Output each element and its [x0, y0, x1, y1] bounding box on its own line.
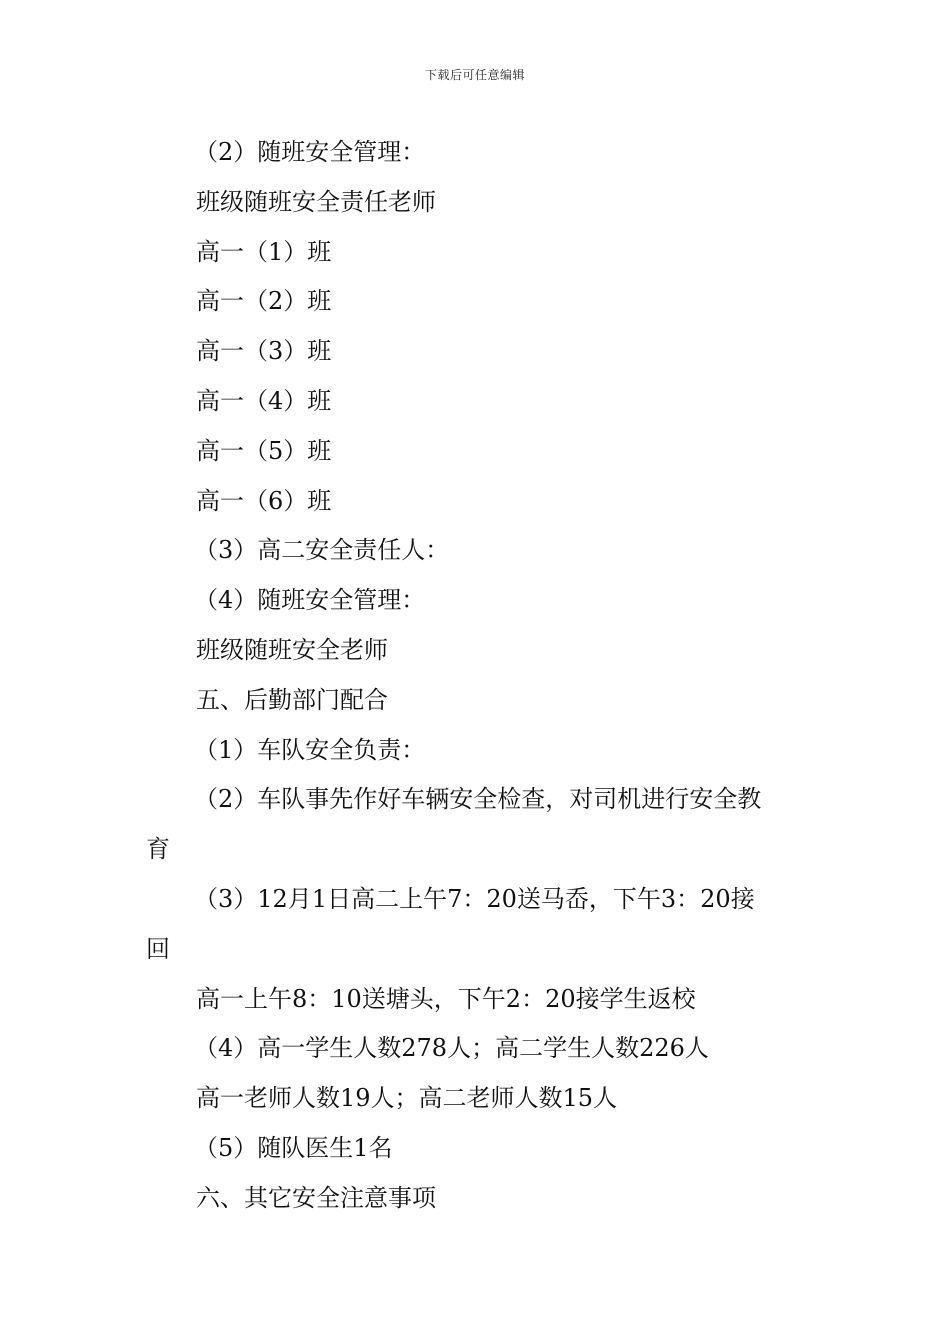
text-line: 高一（2）班	[196, 287, 332, 316]
text-line: （1）车队安全负责：	[194, 735, 426, 764]
text-line: 班级随班安全责任老师	[196, 187, 436, 216]
text-line: （4）随班安全管理：	[194, 586, 426, 615]
text-line-continuation: 回	[146, 934, 170, 963]
section-heading: 五、后勤部门配合	[196, 685, 388, 714]
text-line-continuation: 育	[146, 835, 170, 864]
text-line: （2）车队事先作好车辆安全检查，对司机进行安全教	[194, 785, 762, 814]
section-heading: 六、其它安全注意事项	[196, 1183, 436, 1212]
text-line: 高一（1）班	[196, 237, 332, 266]
document-body	[146, 128, 816, 1224]
text-line: 高一老师人数19人；高二老师人数15人	[196, 1084, 618, 1113]
text-line: （2）随班安全管理：	[194, 138, 426, 166]
text-line: （3）高二安全责任人：	[194, 536, 450, 565]
text-line: （5）随队医生1名	[194, 1133, 393, 1162]
text-line: 班级随班安全老师	[196, 635, 388, 664]
text-line: 高一（6）班	[196, 486, 332, 515]
text-line: 高一（3）班	[196, 337, 332, 366]
text-line: 高一上午8：10送塘头，下午2：20接学生返校	[196, 984, 696, 1013]
text-line: 高一（4）班	[196, 386, 332, 415]
text-line: 高一（5）班	[196, 436, 332, 465]
page-header-note: 下载后可任意编辑	[424, 68, 525, 82]
text-line: （3）12月1日高二上午7：20送马岙，下午3：20接	[194, 884, 755, 913]
text-line: （4）高一学生人数278人；高二学生人数226人	[194, 1034, 709, 1063]
